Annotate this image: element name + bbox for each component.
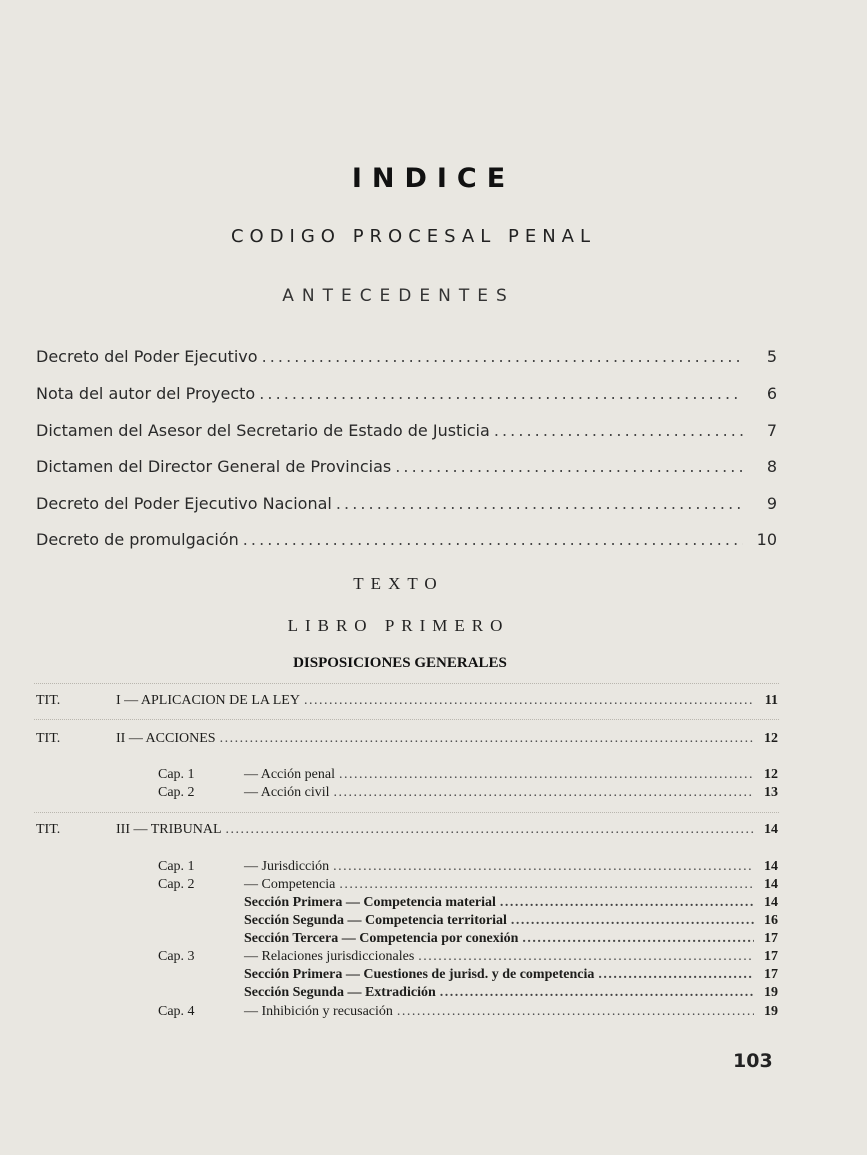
toc-entry-page: 7 bbox=[766, 421, 777, 440]
titulo-text: III — TRIBUNAL bbox=[116, 822, 222, 837]
capitulo-text: — Jurisdicción bbox=[244, 859, 330, 874]
capitulo-page: 14 bbox=[764, 877, 778, 892]
code-title: CODIGO PROCESAL PENAL bbox=[230, 226, 597, 247]
toc-entry-page: 8 bbox=[766, 457, 777, 476]
capitulo-text: — Acción penal bbox=[244, 767, 335, 782]
seccion-page: 17 bbox=[764, 967, 778, 982]
capitulo-label bbox=[158, 949, 414, 965]
dot-leader bbox=[397, 1004, 754, 1020]
seccion-page: 19 bbox=[764, 985, 778, 1000]
capitulo-number: Cap. 1 bbox=[158, 859, 195, 874]
titulo-text: I — APLICACION DE LA LEY bbox=[116, 693, 300, 708]
seccion-page: 17 bbox=[764, 931, 778, 946]
titulo-prefix: TIT. bbox=[36, 731, 61, 746]
seccion-entry bbox=[244, 985, 778, 1001]
capitulo-number: Cap. 1 bbox=[158, 767, 195, 782]
toc-entry bbox=[36, 457, 777, 476]
dot-leader bbox=[336, 494, 743, 513]
seccion-entry bbox=[244, 931, 778, 947]
seccion-label: Sección Primera — Cuestiones de jurisd. y de competencia bbox=[244, 967, 595, 982]
capitulo-number: Cap. 2 bbox=[158, 877, 195, 892]
dot-leader bbox=[262, 347, 743, 366]
toc-entry-label: Dictamen del Director General de Provincias bbox=[36, 457, 392, 476]
toc-entry-label: Nota del autor del Proyecto bbox=[36, 384, 256, 403]
toc-entry bbox=[36, 421, 777, 440]
toc-entry bbox=[36, 530, 777, 549]
disposiciones-heading: DISPOSICIONES GENERALES bbox=[293, 655, 507, 671]
dot-leader bbox=[339, 767, 754, 783]
capitulo-page: 13 bbox=[764, 785, 778, 800]
dot-leader bbox=[522, 931, 754, 947]
toc-entry-label: Dictamen del Asesor del Secretario de Estado de Justicia bbox=[36, 421, 490, 440]
dot-leader bbox=[339, 877, 754, 893]
capitulo-number: Cap. 3 bbox=[158, 949, 195, 964]
titulo-prefix: TIT. bbox=[36, 693, 61, 708]
toc-entry bbox=[36, 494, 777, 513]
capitulo-entry bbox=[158, 877, 778, 893]
toc-entry-page: 10 bbox=[756, 530, 777, 549]
capitulo-page: 19 bbox=[764, 1004, 778, 1019]
capitulo-entry bbox=[158, 1004, 778, 1020]
dot-leader bbox=[418, 949, 754, 965]
titulo-entry bbox=[36, 822, 778, 838]
antecedentes-heading: ANTECEDENTES bbox=[282, 286, 515, 306]
index-title: INDICE bbox=[351, 163, 516, 194]
capitulo-text: — Relaciones jurisdiccionales bbox=[244, 949, 415, 964]
titulo-page: 14 bbox=[764, 822, 778, 837]
capitulo-text: — Inhibición y recusación bbox=[244, 1004, 393, 1019]
divider bbox=[34, 719, 779, 720]
capitulo-label bbox=[158, 767, 335, 783]
titulo-label bbox=[36, 822, 222, 838]
seccion-entry bbox=[244, 913, 778, 929]
capitulo-number: Cap. 4 bbox=[158, 1004, 195, 1019]
dot-leader bbox=[226, 822, 754, 838]
dot-leader bbox=[304, 693, 754, 709]
capitulo-label bbox=[158, 859, 329, 875]
capitulo-text: — Acción civil bbox=[244, 785, 330, 800]
seccion-label: Sección Segunda — Competencia territorial bbox=[244, 913, 507, 928]
page-number: 103 bbox=[733, 1050, 773, 1072]
seccion-page: 14 bbox=[764, 895, 778, 910]
titulo-text: II — ACCIONES bbox=[116, 731, 216, 746]
seccion-entry bbox=[244, 895, 778, 911]
titulo-label bbox=[36, 731, 216, 747]
seccion-page: 16 bbox=[764, 913, 778, 928]
texto-heading: TEXTO bbox=[353, 574, 444, 593]
capitulo-number: Cap. 2 bbox=[158, 785, 195, 800]
dot-leader bbox=[243, 530, 743, 549]
toc-entry-label: Decreto del Poder Ejecutivo bbox=[36, 347, 258, 366]
dot-leader bbox=[259, 384, 743, 403]
dot-leader bbox=[220, 731, 754, 747]
capitulo-entry bbox=[158, 949, 778, 965]
titulo-entry bbox=[36, 693, 778, 709]
divider bbox=[34, 812, 779, 813]
titulo-label bbox=[36, 693, 300, 709]
dot-leader bbox=[440, 985, 754, 1001]
capitulo-text: — Competencia bbox=[244, 877, 336, 892]
seccion-label: Sección Primera — Competencia material bbox=[244, 895, 496, 910]
titulo-entry bbox=[36, 731, 778, 747]
toc-entry-page: 9 bbox=[766, 494, 777, 513]
capitulo-page: 14 bbox=[764, 859, 778, 874]
dot-leader bbox=[334, 785, 754, 801]
toc-entry-page: 6 bbox=[766, 384, 777, 403]
seccion-label: Sección Tercera — Competencia por conexión bbox=[244, 931, 519, 946]
capitulo-label bbox=[158, 877, 335, 893]
divider bbox=[34, 683, 779, 684]
titulo-page: 11 bbox=[764, 693, 778, 708]
capitulo-label bbox=[158, 1004, 393, 1020]
dot-leader bbox=[333, 859, 754, 875]
seccion-entry bbox=[244, 967, 778, 983]
capitulo-entry bbox=[158, 767, 778, 783]
toc-entry bbox=[36, 384, 777, 403]
toc-entry bbox=[36, 347, 777, 366]
toc-entry-label: Decreto del Poder Ejecutivo Nacional bbox=[36, 494, 332, 513]
dot-leader bbox=[395, 457, 743, 476]
capitulo-label bbox=[158, 785, 330, 801]
titulo-prefix: TIT. bbox=[36, 822, 61, 837]
titulo-page: 12 bbox=[764, 731, 778, 746]
capitulo-page: 12 bbox=[764, 767, 778, 782]
capitulo-page: 17 bbox=[764, 949, 778, 964]
toc-entry-page: 5 bbox=[766, 347, 777, 366]
seccion-label: Sección Segunda — Extradición bbox=[244, 985, 436, 1000]
capitulo-entry bbox=[158, 859, 778, 875]
dot-leader bbox=[494, 421, 743, 440]
capitulo-entry bbox=[158, 785, 778, 801]
dot-leader bbox=[598, 967, 754, 983]
dot-leader bbox=[511, 913, 754, 929]
dot-leader bbox=[500, 895, 754, 911]
libro-heading: LIBRO PRIMERO bbox=[287, 616, 510, 635]
toc-entry-label: Decreto de promulgación bbox=[36, 530, 239, 549]
